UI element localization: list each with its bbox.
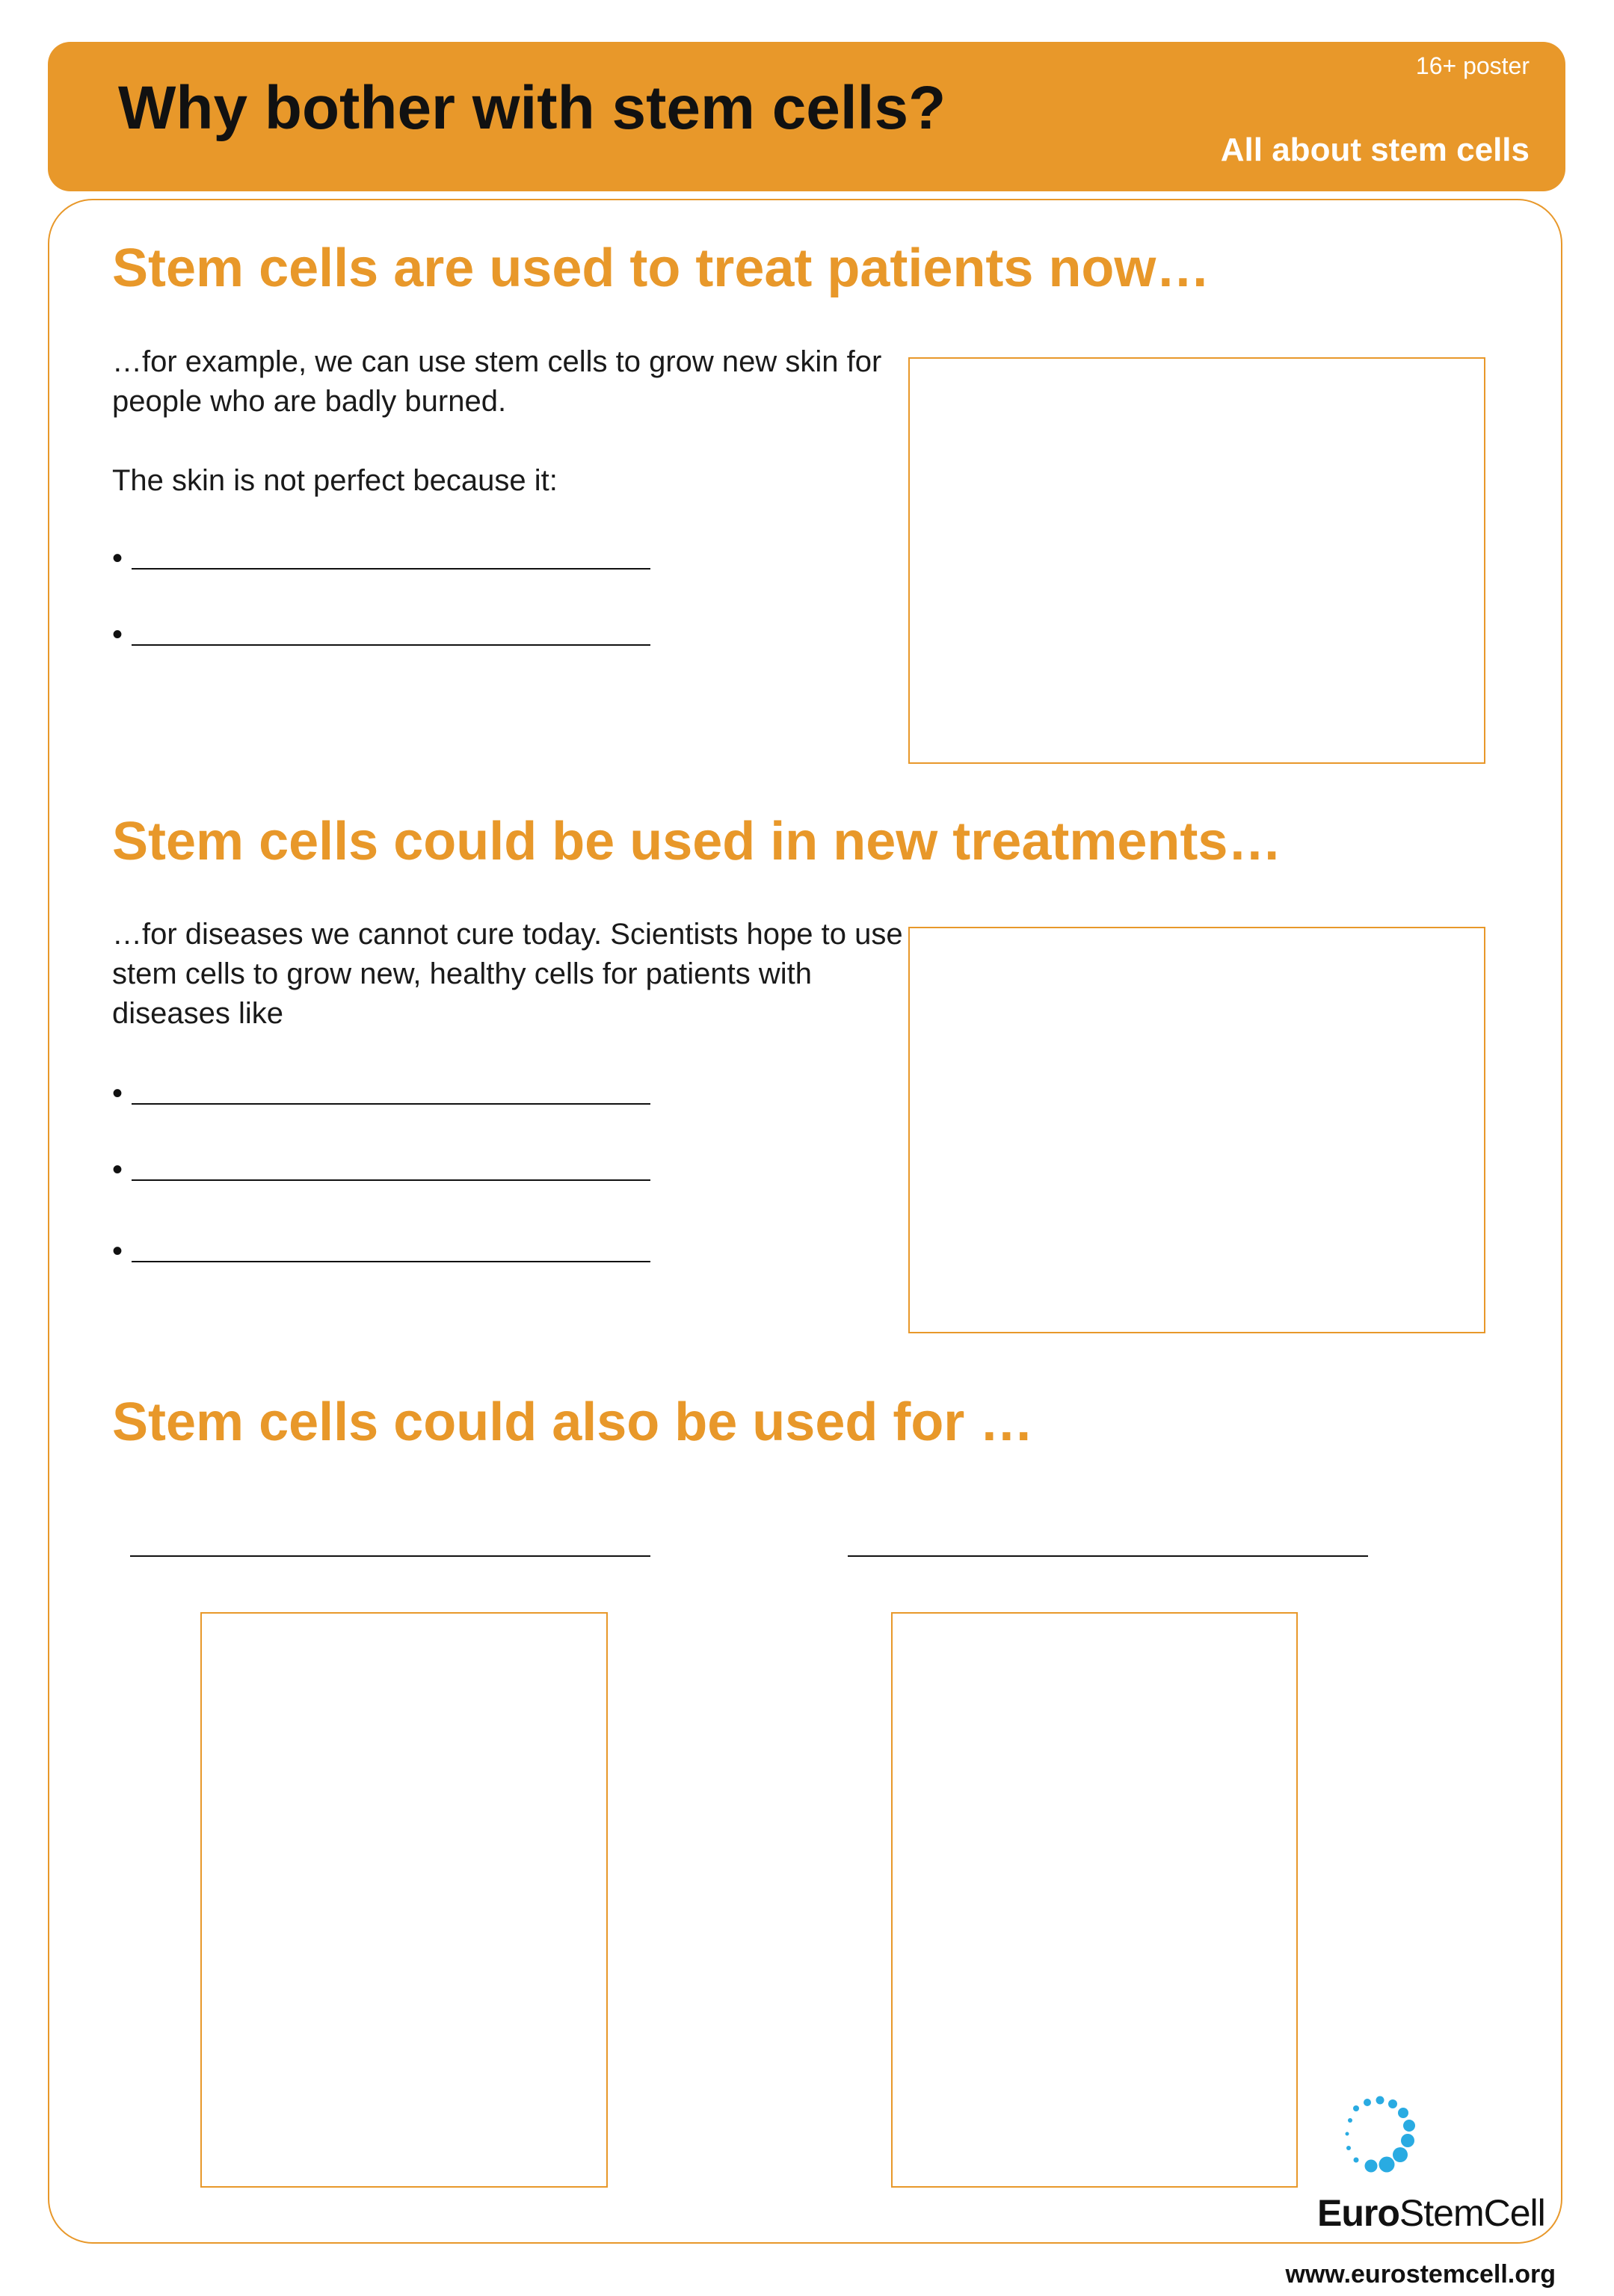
answer-underline-left[interactable] [130, 1555, 650, 1557]
answer-underline-right[interactable] [848, 1555, 1368, 1557]
section1-intro: …for example, we can use stem cells to grow new skin for people who are badly burned. [112, 345, 882, 418]
answer-line[interactable] [112, 1153, 650, 1186]
bullet-dot: • [112, 1235, 123, 1268]
answer-line[interactable] [112, 1235, 650, 1268]
answer-underline [132, 1261, 650, 1262]
answer-line[interactable] [112, 1077, 650, 1110]
answer-line[interactable] [112, 542, 650, 575]
logo-wordmark-bold: Euro [1317, 2192, 1399, 2234]
drawing-box[interactable] [908, 927, 1485, 1333]
answer-underline [132, 644, 650, 646]
drawing-box-left[interactable] [200, 1612, 608, 2188]
answer-line[interactable] [112, 618, 650, 651]
section2-heading: Stem cells could be used in new treatments… [112, 812, 1282, 871]
bullet-dot: • [112, 618, 123, 651]
page-title: Why bother with stem cells? [118, 74, 946, 142]
drawing-box[interactable] [908, 357, 1485, 764]
bullet-dot: • [112, 1153, 123, 1186]
header-banner [48, 42, 1565, 191]
answer-underline [132, 1103, 650, 1105]
section2-intro: …for diseases we cannot cure today. Scientists hope to use stem cells to grow new, healthy cells for patients with diseases like [112, 918, 903, 1030]
eurostemcell-logo [1310, 2093, 1545, 2235]
logo-wordmark [1317, 2191, 1545, 2235]
section1-heading: Stem cells are used to treat patients now… [112, 238, 1210, 298]
poster-tag: 16+ poster [1415, 52, 1530, 79]
section1-prompt: The skin is not perfect because it: [112, 464, 558, 497]
bullet-dot: • [112, 542, 123, 575]
bullet-dot: • [112, 1077, 123, 1110]
answer-underline [132, 568, 650, 570]
header-subtitle: All about stem cells [1220, 132, 1530, 168]
cell-dots-icon [1310, 2093, 1541, 2190]
drawing-box-right[interactable] [891, 1612, 1298, 2188]
logo-wordmark-regular: StemCell [1399, 2192, 1545, 2234]
answer-underline [132, 1179, 650, 1181]
footer-url[interactable]: www.eurostemcell.org [1285, 2260, 1556, 2289]
section3-heading: Stem cells could also be used for … [112, 1392, 1034, 1452]
